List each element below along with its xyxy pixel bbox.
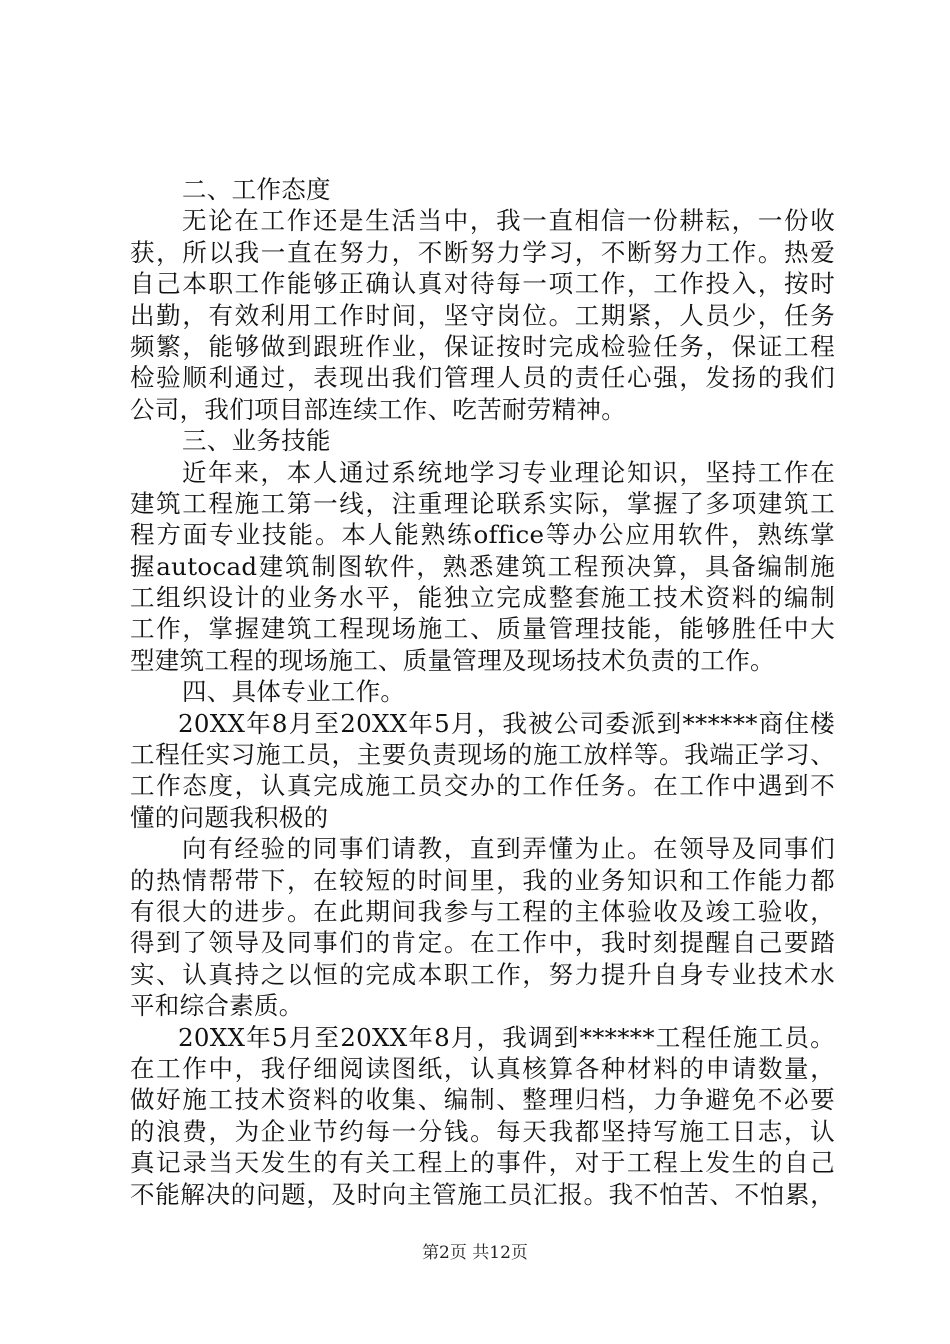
paragraph-line: 不能解决的问题，及时向主管施工员汇报。我不怕苦、不怕累， xyxy=(130,1179,835,1209)
paragraph-line: 出勤，有效利用工作时间，坚守岗位。工期紧，人员少，任务 xyxy=(130,300,835,330)
paragraph-line: 公司，我们项目部连续工作、吃苦耐劳精神。 xyxy=(130,394,626,424)
paragraph-line: 真记录当天发生的有关工程上的事件，对于工程上发生的自己 xyxy=(130,1148,835,1178)
section-heading-specific-work: 四、具体专业工作。 xyxy=(182,677,406,707)
paragraph-line: 无论在工作还是生活当中，我一直相信一份耕耘，一份收 xyxy=(182,206,835,236)
paragraph-line: 获，所以我一直在努力，不断努力学习，不断努力工作。热爱 xyxy=(130,237,835,267)
paragraph-line: 20XX年5月至20XX年8月，我调到******工程任施工员。 xyxy=(178,1022,835,1052)
paragraph-line: 做好施工技术资料的收集、编制、整理归档，力争避免不必要 xyxy=(130,1085,835,1115)
paragraph-line: 的浪费，为企业节约每一分钱。每天我都坚持写施工日志，认 xyxy=(130,1116,835,1146)
paragraph-line: 自己本职工作能够正确认真对待每一项工作，工作投入，按时 xyxy=(130,269,835,299)
paragraph-line: 工组织设计的业务水平，能独立完成整套施工技术资料的编制 xyxy=(130,583,835,613)
paragraph-line: 型建筑工程的现场施工、质量管理及现场技术负责的工作。 xyxy=(130,645,775,675)
paragraph-line: 检验顺利通过，表现出我们管理人员的责任心强，发扬的我们 xyxy=(130,363,835,393)
paragraph-line: 向有经验的同事们请教，直到弄懂为止。在领导及同事们 xyxy=(182,834,835,864)
section-heading-work-attitude: 二、工作态度 xyxy=(182,175,331,204)
paragraph-line: 建筑工程施工第一线，注重理论联系实际，掌握了多项建筑工 xyxy=(130,488,835,518)
paragraph-line: 在工作中，我仔细阅读图纸，认真核算各种材料的申请数量， xyxy=(130,1053,835,1083)
paragraph-line: 的热情帮带下，在较短的时间里，我的业务知识和工作能力都 xyxy=(130,865,835,895)
paragraph-line: 工作态度，认真完成施工员交办的工作任务。在工作中遇到不 xyxy=(130,771,835,801)
paragraph-line: 懂的问题我积极的 xyxy=(130,802,329,832)
paragraph-line: 频繁，能够做到跟班作业，保证按时完成检验任务，保证工程 xyxy=(130,331,835,361)
paragraph-line: 工程任实习施工员，主要负责现场的施工放样等。我端正学习、 xyxy=(130,740,835,770)
paragraph-line: 程方面专业技能。本人能熟练office等办公应用软件，熟练掌 xyxy=(130,520,835,550)
paragraph-line: 有很大的进步。在此期间我参与工程的主体验收及竣工验收， xyxy=(130,896,835,926)
paragraph-line: 实、认真持之以恒的完成本职工作，努力提升自身专业技术水 xyxy=(130,959,835,989)
document-body xyxy=(130,174,835,1210)
paragraph-line: 平和综合素质。 xyxy=(130,991,304,1021)
section-heading-business-skills: 三、业务技能 xyxy=(182,426,331,456)
paragraph-line: 20XX年8月至20XX年5月，我被公司委派到******商住楼 xyxy=(178,708,835,738)
paragraph-line: 近年来，本人通过系统地学习专业理论知识，坚持工作在 xyxy=(182,457,835,487)
page-number-footer: 第2页 共12页 xyxy=(422,1243,528,1263)
paragraph-line: 得到了领导及同事们的肯定。在工作中，我时刻提醒自己要踏 xyxy=(130,928,835,958)
paragraph-line: 握autocad建筑制图软件，熟悉建筑工程预决算，具备编制施 xyxy=(130,551,835,581)
paragraph-line: 工作，掌握建筑工程现场施工、质量管理技能，能够胜任中大 xyxy=(130,614,835,644)
